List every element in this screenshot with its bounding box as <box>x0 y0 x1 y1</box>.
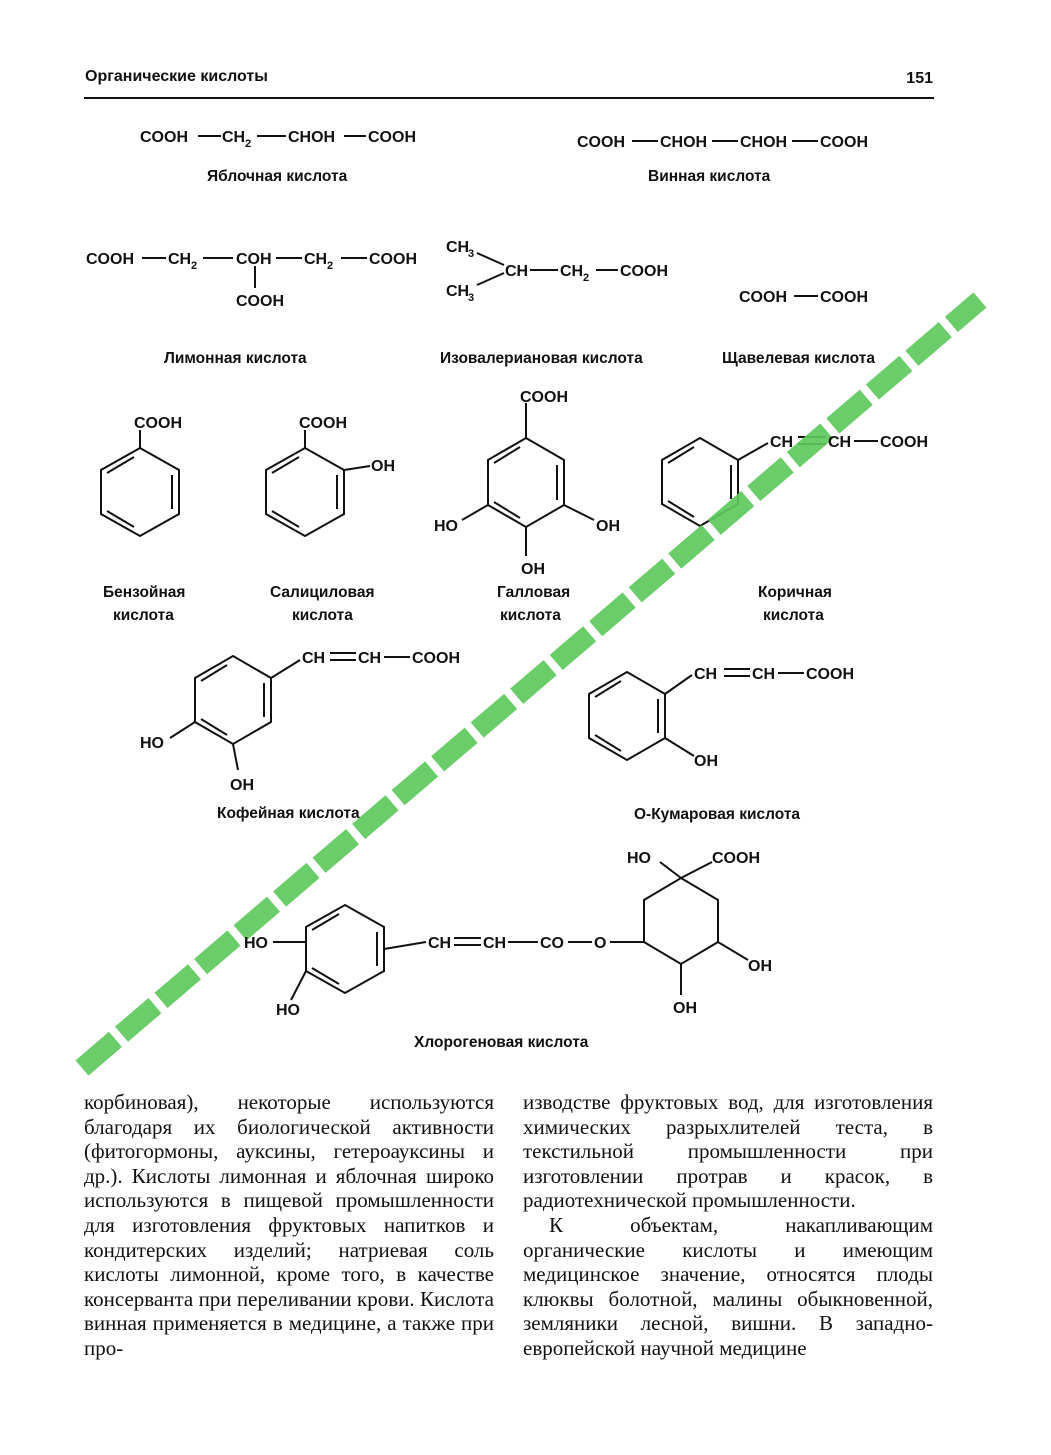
caption-malic: Яблочная кислота <box>207 168 348 185</box>
caption-oxalic: Щавелевая кислота <box>722 350 875 367</box>
page-number: 151 <box>906 70 933 87</box>
formula-fragment: CH <box>302 650 326 667</box>
tartaric-acid-formula <box>577 134 868 151</box>
formula-subscript: 2 <box>245 138 252 150</box>
caption-benzoic-line2: кислота <box>113 607 174 624</box>
formula-fragment: CH <box>304 251 328 268</box>
formula-fragment: OH <box>694 753 718 770</box>
formula-fragment: COOH <box>368 129 416 146</box>
formula-subscript: 2 <box>583 272 590 284</box>
formula-fragment: COOH <box>299 415 347 432</box>
caption-salicylic-line1: Салициловая <box>270 584 375 601</box>
formula-fragment: OH <box>371 458 395 475</box>
paragraph-right-2: К объектам, накапливающим органические кислоты и имеющим медицинское значение, относятся плоды клюквы болотной, малины обыкновенной, земляники лесной, вишни. В западно-европейской научной медицине <box>523 1212 933 1360</box>
citric-acid-formula <box>86 251 417 310</box>
formula-fragment: CH <box>694 666 718 683</box>
formula-fragment: CH <box>168 251 192 268</box>
formula-fragment: COOH <box>369 251 417 268</box>
formula-fragment: COOH <box>739 289 787 306</box>
formula-fragment: CHOH <box>288 129 336 146</box>
formula-fragment: HO <box>244 935 268 952</box>
formula-fragment: OH <box>673 1000 697 1017</box>
formula-fragment: CHOH <box>660 134 708 151</box>
formula-fragment: OH <box>521 561 545 578</box>
formula-fragment: OH <box>596 518 620 535</box>
caption-cinnamic-line2: кислота <box>763 607 824 624</box>
formula-fragment: COOH <box>520 389 568 406</box>
formula-subscript: 2 <box>191 260 198 272</box>
caption-citric: Лимонная кислота <box>164 350 307 367</box>
caption-caffeic: Кофейная кислота <box>217 805 360 822</box>
formula-fragment: CH <box>358 650 382 667</box>
formula-fragment: COOH <box>806 666 854 683</box>
oxalic-acid-formula <box>739 289 868 306</box>
watermark-stripe <box>82 300 980 1068</box>
formula-fragment: COOH <box>712 850 760 867</box>
body-text-right-column <box>523 1090 933 1361</box>
formula-fragment: OH <box>748 958 772 975</box>
formula-fragment: COOH <box>820 289 868 306</box>
formula-fragment: CH <box>752 666 776 683</box>
formula-subscript: 3 <box>468 292 475 304</box>
formula-fragment: CH <box>446 283 470 300</box>
malic-acid-formula <box>140 129 416 150</box>
caption-gallic-line1: Галловая <box>497 584 571 601</box>
o-coumaric-acid-formula <box>694 666 854 770</box>
formula-fragment: COOH <box>412 650 460 667</box>
formula-fragment: HO <box>434 518 458 535</box>
caption-isovaleric: Изовалериановая кислота <box>440 350 643 367</box>
chlorogenic-acid-formula <box>244 850 772 1019</box>
paragraph-left: корбиновая), некоторые используются благодаря их биологической активности (фитогормоны, ауксины, гетероауксины и др.). Кислоты лимонная и яблочная широко используются в пищевой промышленности для изготовления фруктовых напитков и кондитерских изделий; натриевая соль кислоты лимонной, кроме того, в качестве консерванта при переливании крови. Кислота винная применяется в медицине, а также при про- <box>84 1090 494 1360</box>
formula-fragment: COOH <box>820 134 868 151</box>
formula-fragment: CHOH <box>740 134 788 151</box>
formula-fragment: COOH <box>880 434 928 451</box>
formula-fragment: COOH <box>140 129 188 146</box>
formula-fragment: OH <box>230 777 254 794</box>
caption-salicylic-line2: кислота <box>292 607 353 624</box>
formula-fragment: CH <box>446 239 470 256</box>
formula-fragment: COOH <box>620 263 668 280</box>
formula-fragment: CO <box>540 935 564 952</box>
caption-gallic-line2: кислота <box>500 607 561 624</box>
formula-fragment: CH <box>483 935 507 952</box>
caption-cinnamic-line1: Коричная <box>758 584 832 601</box>
salicylic-acid-formula <box>299 415 395 475</box>
caption-tartaric: Винная кислота <box>648 168 771 185</box>
formula-fragment: COOH <box>236 293 284 310</box>
caffeic-acid-formula <box>140 650 460 794</box>
formula-fragment: HO <box>140 735 164 752</box>
formula-subscript: 2 <box>327 260 334 272</box>
formula-fragment: COH <box>236 251 272 268</box>
isovaleric-acid-formula <box>446 239 668 304</box>
body-text-left-column <box>84 1090 494 1361</box>
formula-fragment: CH <box>428 935 452 952</box>
paragraph-right-1: изводстве фруктовых вод, для изготовления химических разрыхлителей теста, в текстильной промышленности при изготовлении протрав и красок, в радиотехнической промышленности. <box>523 1090 933 1213</box>
formula-subscript: 3 <box>468 248 475 260</box>
formula-fragment: COOH <box>134 415 182 432</box>
formula-fragment: CH <box>560 263 584 280</box>
formula-fragment: CH <box>828 434 852 451</box>
running-header-title: Органические кислоты <box>85 68 268 85</box>
caption-chlorogenic: Хлорогеновая кислота <box>414 1034 589 1051</box>
formula-fragment: HO <box>276 1002 300 1019</box>
formula-fragment: O <box>594 935 607 952</box>
formula-fragment: COOH <box>577 134 625 151</box>
caption-benzoic-line1: Бензойная <box>103 584 186 601</box>
benzoic-acid-formula <box>134 415 182 432</box>
formula-fragment: CH <box>505 263 529 280</box>
formula-fragment: COOH <box>86 251 134 268</box>
caption-o-coumaric: О-Кумаровая кислота <box>634 806 801 823</box>
formula-fragment: CH <box>770 434 794 451</box>
formula-fragment: HO <box>627 850 651 867</box>
formula-fragment: CH <box>222 129 246 146</box>
